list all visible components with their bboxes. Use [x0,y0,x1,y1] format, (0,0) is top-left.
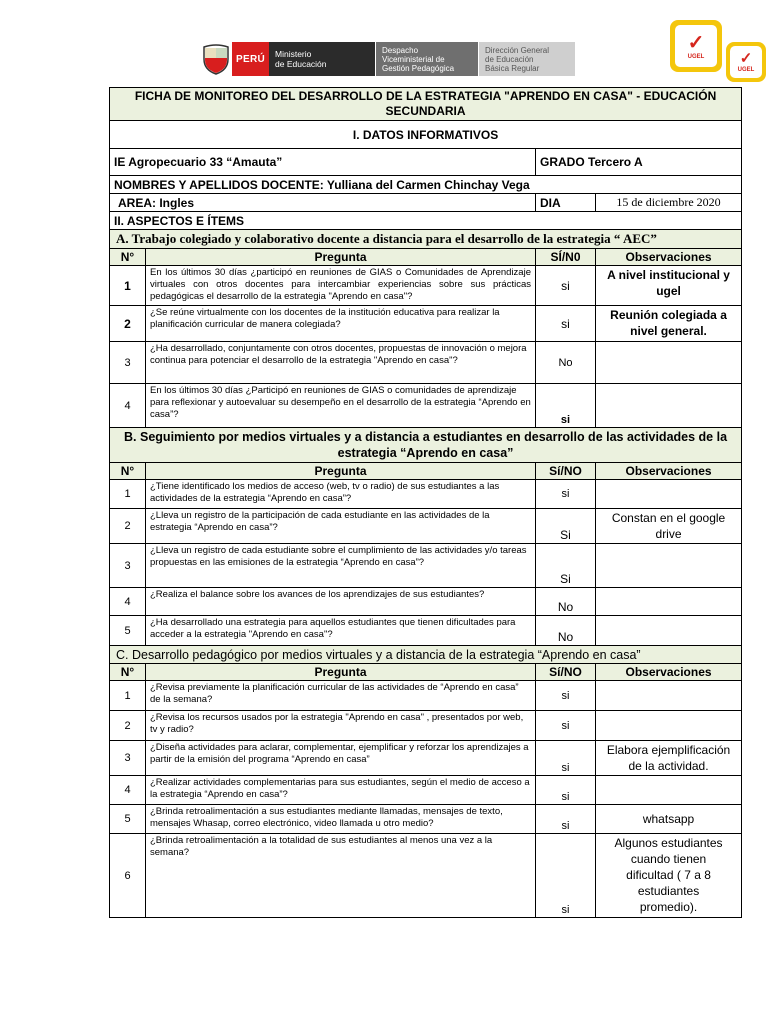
section-datos-informativos: I. DATOS INFORMATIVOS [110,121,742,149]
question-text: ¿Lleva un registro de cada estudiante sobre el cumplimiento de las actividades y/o tareas propuestas en las emisiones de la estrategia “Aprendo en casa”? [146,544,536,588]
observation [596,616,742,646]
row-number: 2 [110,509,146,544]
table-row [110,834,742,918]
question-text: ¿Ha desarrollado una estrategia para aquellos estudiantes que tienen dificultades para acceder a la estrategia "Aprendo en casa"? [146,616,536,646]
row-number: 1 [110,266,146,306]
observation [596,681,742,711]
answer: si [536,384,596,428]
answer: si [536,834,596,918]
row-number: 4 [110,588,146,616]
observation [596,342,742,384]
despacho-label: Despacho Viceministerial de Gestión Pedagógica [375,42,478,76]
peru-coat-of-arms-icon [200,42,232,76]
answer: No [536,342,596,384]
observation: Constan en el google drive [596,509,742,544]
header-pregunta: Pregunta [146,664,536,681]
peru-label: PERÚ [232,42,269,76]
monitoring-form-table [109,87,742,918]
ugel-logo-small: ✓ UGEL [726,42,766,82]
answer: si [536,266,596,306]
observation [596,480,742,509]
institucion-educativa: IE Agropecuario 33 “Amauta” [110,149,536,176]
section-a-title: A. Trabajo colegiado y colaborativo docente a distancia para el desarrollo de la estrategia “ AEC” [110,230,742,249]
section-aspectos-items: II. ASPECTOS E ÍTEMS [110,212,742,230]
answer: si [536,741,596,776]
row-number: 1 [110,681,146,711]
question-text: En los últimos 30 días ¿participó en reuniones de GIAS o Comunidades de Aprendizaje virtuales con otros docentes para intercambiar experiencias sobre sus prácticas pedagógicas el desarrollo de la estrategia "Aprendo en casa"? [146,266,536,306]
header-si-no: SÍ/N0 [536,249,596,266]
answer: si [536,306,596,342]
row-number: 2 [110,711,146,741]
table-row [110,509,742,544]
table-row [110,480,742,509]
header-observaciones: Observaciones [596,463,742,480]
observation: whatsapp [596,805,742,834]
header-num: N° [110,249,146,266]
minedu-logo-bar [200,42,575,76]
observation: Elabora ejemplificación de la actividad. [596,741,742,776]
answer: si [536,776,596,805]
row-number: 1 [110,480,146,509]
row-number: 4 [110,776,146,805]
question-text: ¿Lleva un registro de la participación de cada estudiante en las actividades de la estrategia “Aprendo en casa”? [146,509,536,544]
question-text: ¿Tiene identificado los medios de acceso (web, tv o radio) de sus estudiantes a las actividades de la estrategia “Aprendo en casa”? [146,480,536,509]
grado: GRADO Tercero A [536,149,742,176]
question-text: En los últimos 30 días ¿Participó en reuniones de GIAS o comunidades de aprendizaje para reflexionar y autoevaluar su desempeño en el desarrollo de la estrategia “Aprendo en casa”? [146,384,536,428]
dia-label: DIA [536,194,596,212]
question-text: ¿Ha desarrollado, conjuntamente con otros docentes, propuestas de innovación o mejora continua para potenciar el desarrollo de la estrategia "Aprendo en casa"? [146,342,536,384]
question-text: ¿Se reúne virtualmente con los docentes de la institución educativa para realizar la planificación curricular de manera colegiada? [146,306,536,342]
observation [596,776,742,805]
table-row [110,681,742,711]
answer: Si [536,509,596,544]
table-row [110,588,742,616]
question-text: ¿Realiza el balance sobre los avances de los aprendizajes de sus estudiantes? [146,588,536,616]
observation [596,588,742,616]
answer: No [536,588,596,616]
observation [596,711,742,741]
header-num: N° [110,664,146,681]
table-row [110,384,742,428]
row-number: 3 [110,741,146,776]
table-row [110,306,742,342]
dia-value: 15 de diciembre 2020 [596,194,742,212]
header-si-no: Sí/NO [536,463,596,480]
docente-nombre: NOMBRES Y APELLIDOS DOCENTE: Yulliana del Carmen Chinchay Vega [110,176,742,194]
table-row [110,805,742,834]
observation [596,544,742,588]
answer: si [536,480,596,509]
direccion-label: Dirección General de Educación Básica Regular [478,42,575,76]
observation: Reunión colegiada a nivel general. [596,306,742,342]
table-row [110,776,742,805]
row-number: 5 [110,616,146,646]
ministerio-label: Ministerio de Educación [269,42,375,76]
observation: A nivel institucional y ugel [596,266,742,306]
header-si-no: Sí/NO [536,664,596,681]
question-text: ¿Brinda retroalimentación a la totalidad de sus estudiantes al menos una vez a la semana? [146,834,536,918]
header-observaciones: Observaciones [596,249,742,266]
row-number: 3 [110,544,146,588]
answer: Si [536,544,596,588]
question-text: ¿Revisa los recursos usados por la estrategia "Aprendo en casa" , presentados por web, tv y radio? [146,711,536,741]
table-row [110,741,742,776]
ugel-logo-large: ✓ UGEL [670,20,722,72]
form-title: FICHA DE MONITOREO DEL DESARROLLO DE LA ESTRATEGIA "APRENDO EN CASA" - EDUCACIÓN SECUNDARIA [110,88,742,121]
observation [596,384,742,428]
question-text: ¿Brinda retroalimentación a sus estudiantes mediante llamadas, mensajes de texto, mensajes Whasap, correo electrónico, video llamada u otro medio? [146,805,536,834]
header-pregunta: Pregunta [146,249,536,266]
table-row [110,616,742,646]
check-icon: ✓ [687,32,705,54]
section-c-title: C. Desarrollo pedagógico por medios virtuales y a distancia de la estrategia “Aprendo en casa” [110,646,742,664]
header-observaciones: Observaciones [596,664,742,681]
table-row [110,544,742,588]
row-number: 3 [110,342,146,384]
question-text: ¿Diseña actividades para aclarar, complementar, ejemplificar y reforzar los aprendizajes a partir de la emisión del programa “Aprendo en casa” [146,741,536,776]
answer: No [536,616,596,646]
question-text: ¿Realizar actividades complementarias para sus estudiantes, según el medio de acceso a la estrategia “Aprendo en casa”? [146,776,536,805]
answer: si [536,805,596,834]
area: AREA: Ingles [110,194,536,212]
row-number: 4 [110,384,146,428]
section-b-title: B. Seguimiento por medios virtuales y a distancia a estudiantes en desarrollo de las actividades de la estrategia “Aprendo en casa” [110,428,742,463]
header-num: N° [110,463,146,480]
observation: Algunos estudiantes cuando tienen dificultad ( 7 a 8 estudiantes promedio). [596,834,742,918]
answer: si [536,681,596,711]
table-row [110,266,742,306]
row-number: 2 [110,306,146,342]
answer: si [536,711,596,741]
question-text: ¿Revisa previamente la planificación curricular de las actividades de “Aprendo en casa” de la semana? [146,681,536,711]
header-pregunta: Pregunta [146,463,536,480]
row-number: 5 [110,805,146,834]
table-row [110,711,742,741]
row-number: 6 [110,834,146,918]
check-icon: ✓ [739,50,753,67]
table-row [110,342,742,384]
